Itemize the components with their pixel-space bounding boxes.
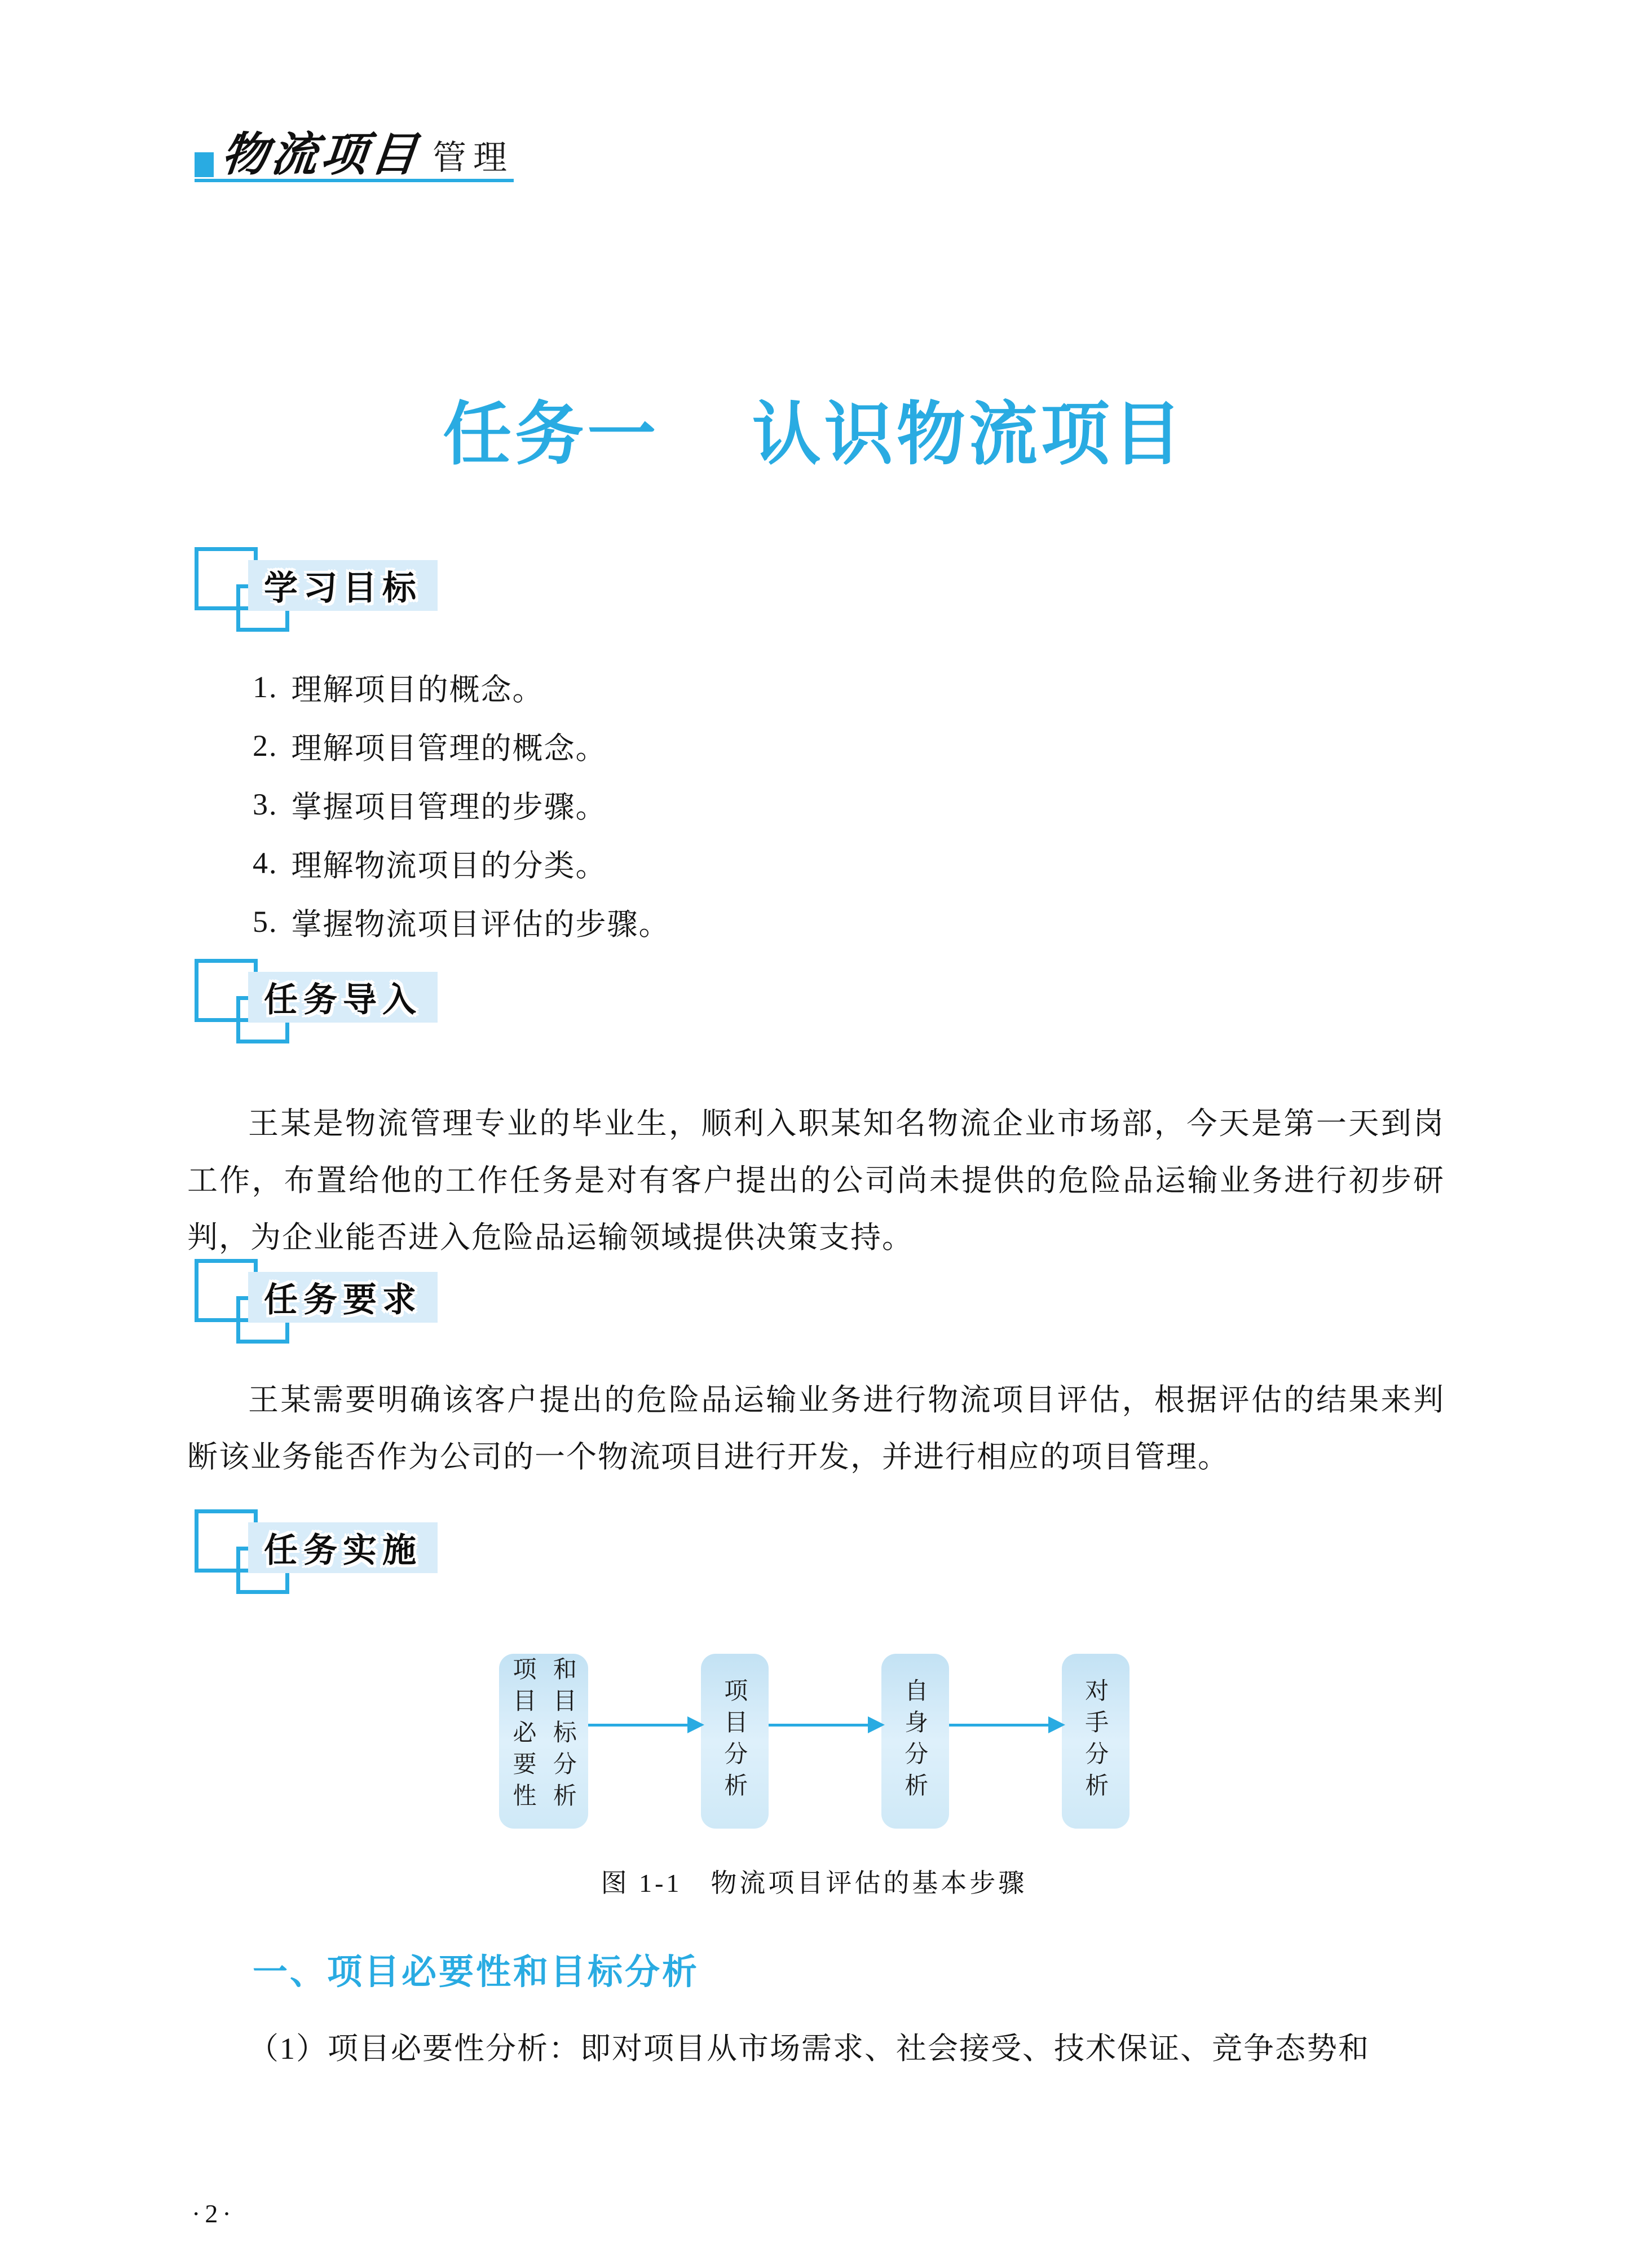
badge-plate [248,1522,438,1573]
list-item-number: 2. [253,729,278,763]
logo-suffix-text: 管理 [433,138,514,177]
task-intro-paragraph: 王某是物流管理专业的毕业生，顺利入职某知名物流企业市场部，今天是第一天到岗工作，布置给他的工作任务是对有客户提出的公司尚未提供的危险品运输业务进行初步研判，为企业能否进入危险品运输领域提供决策支持。 [187,1107,1445,1254]
list-item-number: 4. [253,846,278,880]
section-badge-task-intro [195,959,454,1058]
flow-step-label: 自身分析 [902,1678,929,1804]
list-item [253,834,670,892]
section-heading-task-implementation: 任务实施 [264,1532,422,1569]
chapter-title-number: 任务一 [443,397,660,473]
list-item [253,892,670,951]
chapter-title-text: 认识物流项目 [752,397,1185,473]
badge-plate [248,972,438,1023]
list-item-text: 掌握项目管理的步骤。 [291,790,607,824]
list-item [253,775,670,834]
list-item [253,658,670,716]
page-number: ·2· [192,2199,236,2228]
section-badge-task-requirements [195,1259,454,1358]
flow-step-box [499,1654,588,1829]
badge-plate [248,1272,438,1323]
subsection-heading: 一、项目必要性和目标分析 [253,1953,700,1992]
list-item [253,716,670,775]
section-heading-task-intro: 任务导入 [264,981,422,1019]
flow-step-label: 对手分析 [1082,1678,1109,1804]
list-item-text: 理解项目管理的概念。 [291,731,607,765]
section-heading-task-requirements: 任务要求 [264,1281,422,1319]
flow-arrow-icon [588,1724,701,1727]
flow-step-box [701,1654,769,1829]
learning-goals-list [253,658,670,951]
list-item-number: 1. [253,670,278,704]
flow-arrow-icon [949,1724,1062,1727]
list-item-text: 掌握物流项目评估的步骤。 [291,907,670,941]
book-logo [195,127,514,182]
section-badge-learning-goals [195,547,454,646]
list-item-text: 理解物流项目的分类。 [291,848,607,883]
flowchart-figure [0,1654,1628,1829]
subsection-paragraph: （1）项目必要性分析：即对项目从市场需求、社会接受、技术保证、竞争态势和 [248,2032,1370,2066]
logo-script-text: 物流项目 [219,127,423,182]
flow-step-box [881,1654,949,1829]
list-item-number: 3. [253,787,278,821]
flow-step-label: 项目分析 [721,1678,748,1804]
section-heading-learning-goals: 学习目标 [264,570,422,607]
flow-step-box [1062,1654,1130,1829]
flow-arrow-icon [769,1724,881,1727]
logo-square-icon [195,152,214,177]
list-item-number: 5. [253,905,278,939]
section-badge-task-implementation [195,1509,454,1608]
chapter-title [0,379,1628,478]
badge-plate [248,560,438,611]
task-requirements-paragraph: 王某需要明确该客户提出的危险品运输业务进行物流项目评估，根据评估的结果来判断该业务能否作为公司的一个物流项目进行开发，并进行相应的项目管理。 [187,1383,1445,1474]
figure-caption: 图 1-1 物流项目评估的基本步骤 [601,1869,1027,1897]
flow-step-label: 项目必要性和目标分析 [510,1657,577,1815]
list-item-text: 理解项目的概念。 [291,672,544,707]
